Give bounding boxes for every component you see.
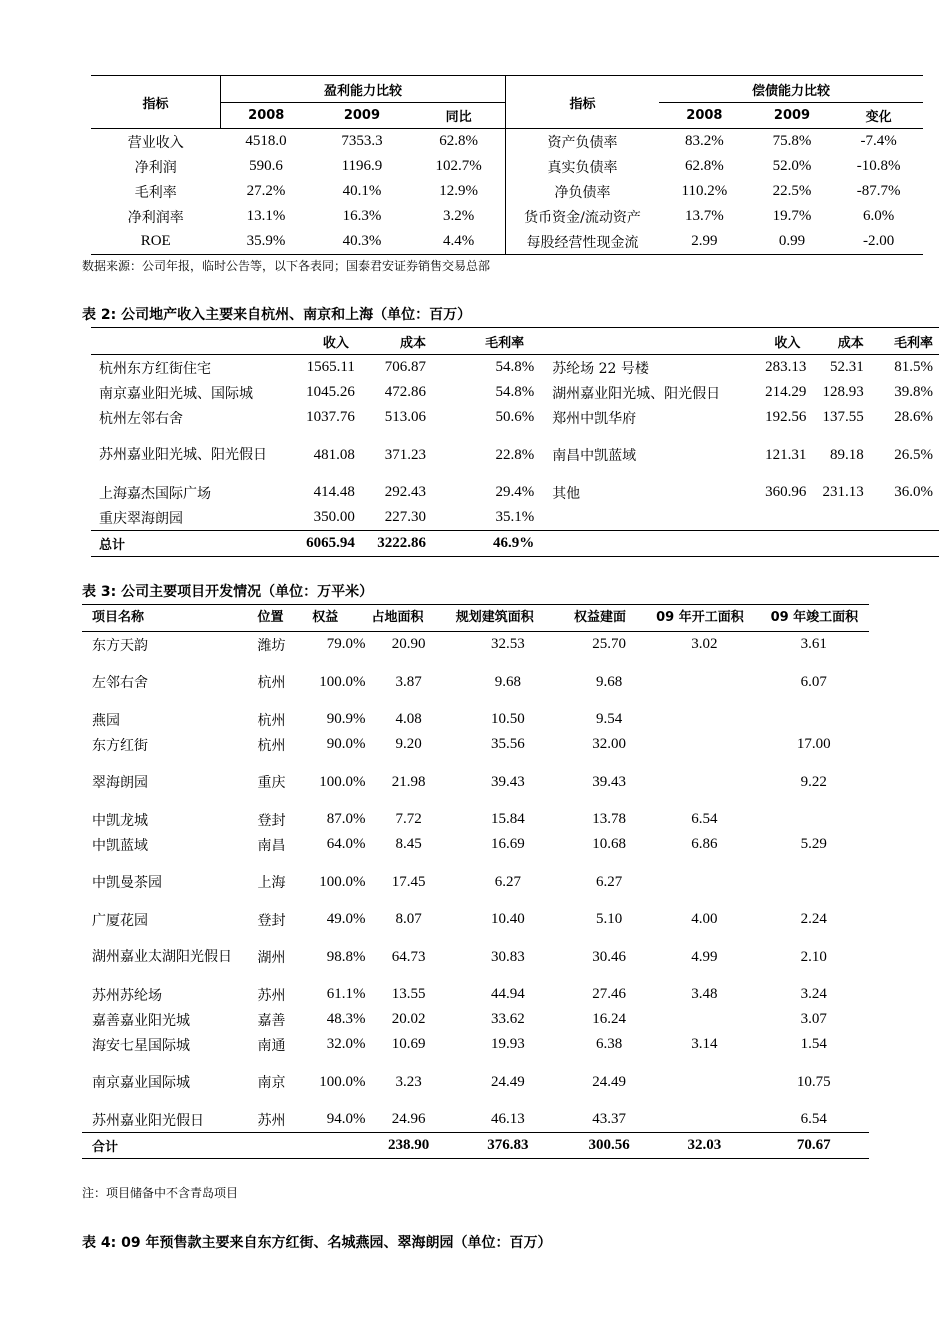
location-header: 位置 — [257, 605, 312, 632]
year-2009-right: 2009 — [773, 108, 811, 123]
change-header: 变化 — [865, 110, 892, 125]
profit-group-header: 盈利能力比较 — [220, 76, 505, 103]
cost-header: 成本 — [355, 328, 440, 355]
equity-gfa-header: 权益建面 — [568, 605, 650, 632]
table2-caption: 表 2: 公司地产收入主要来自杭州、南京和上海（单位：百万） — [82, 307, 472, 323]
table-row: 苏州苏纶场 苏州 61.1% 13.55 44.94 27.46 3.48 3.24 — [92, 986, 827, 1004]
table-row: 翠海朗园 重庆 100.0% 21.98 39.43 39.43 9.22 — [92, 773, 827, 791]
table-row: 中凯曼茶园 上海 100.0% 17.45 6.27 6.27 — [92, 873, 623, 891]
year-2009-left: 2009 — [343, 108, 381, 123]
table-row: 毛利率 27.2% 40.1% 12.9% 净负债率 110.2% 22.5% -87.7% — [91, 179, 923, 204]
yoy-header: 同比 — [412, 103, 505, 129]
table-row: 中凯龙城 登封 87.0% 7.72 15.84 13.78 6.54 — [92, 811, 718, 829]
year-2008-right: 2008 — [686, 108, 723, 123]
table-row: 重庆翠海朗园 350.00 227.30 35.1% — [99, 509, 535, 527]
table-row: 燕园 杭州 90.9% 4.08 10.50 9.54 — [92, 711, 623, 729]
year-2008-left: 2008 — [248, 108, 285, 123]
table-row: 广厦花园 登封 49.0% 8.07 10.40 5.10 4.00 2.24 — [92, 911, 827, 929]
table-row: 左邻右舍 杭州 100.0% 3.87 9.68 9.68 6.07 — [92, 673, 827, 691]
table3-caption: 表 3: 公司主要项目开发情况（单位：万平米） — [82, 584, 374, 600]
table-row: 南京嘉业国际城 南京 100.0% 3.23 24.49 24.49 10.75 — [92, 1073, 831, 1091]
project-development-table — [82, 604, 869, 1159]
land-area-header: 占地面积 — [370, 605, 448, 632]
planned-gfa-header: 规划建筑面积 — [448, 605, 568, 632]
table-row: 嘉善嘉业阳光城 嘉善 48.3% 20.02 33.62 16.24 3.07 — [92, 1011, 827, 1029]
project-name-header: 项目名称 — [82, 605, 257, 632]
project-rows — [82, 632, 869, 1133]
table-row: ROE 35.9% 40.3% 4.4% 每股经营性现金流 2.99 0.99 -2.00 — [91, 229, 923, 255]
revenue-header: 收入 — [290, 328, 355, 355]
table-row: 杭州东方红街住宅 1565.11 706.87 54.8% 苏纶场 22 号楼 283.13 52.31 81.5% — [91, 355, 939, 381]
equity-header: 权益 — [312, 605, 369, 632]
table-row: 南京嘉业阳光城、国际城 1045.26 472.86 54.8% 湖州嘉业阳光城、阳光假日 214.29 128.93 39.8% — [99, 384, 933, 402]
table-row: 营业收入 4518.0 7353.3 62.8% 资产负债率 83.2% 75.8% -7.4% — [91, 129, 923, 155]
margin-header-right: 毛利率 — [874, 328, 939, 355]
table-row: 中凯蓝域 南昌 64.0% 8.45 16.69 10.68 6.86 5.29 — [92, 836, 827, 854]
completed-area-header: 09 年竣工面积 — [759, 605, 869, 632]
margin-header: 毛利率 — [440, 328, 540, 355]
cost-header-right: 成本 — [806, 328, 873, 355]
revenue-by-project-table — [91, 327, 939, 557]
table-row: 湖州嘉业太湖阳光假日 湖州 98.8% 64.73 30.83 30.46 4.99 2.10 — [92, 948, 827, 966]
table-row: 东方天韵 潍坊 79.0% 20.90 32.53 25.70 3.02 3.61 — [92, 636, 827, 654]
table-row: 净利润 590.6 1196.9 102.7% 真实负债率 62.8% 52.0% -10.8% — [91, 154, 923, 179]
source-note: 数据来源：公司年报，临时公告等，以下各表同；国泰君安证券销售交易总部 — [82, 259, 491, 273]
table3-note: 注：项目储备中不含青岛项目 — [82, 1186, 239, 1200]
table-row: 净利润率 13.1% 16.3% 3.2% 货币资金/流动资产 13.7% 19.7% 6.0% — [91, 204, 923, 229]
table-row: 上海嘉杰国际广场 414.48 292.43 29.4% 其他 360.96 231.13 36.0% — [99, 484, 933, 502]
table4-caption: 表 4: 09 年预售款主要来自东方红街、名城燕园、翠海朗园（单位：百万） — [82, 1235, 552, 1251]
table-row: 苏州嘉业阳光城、阳光假日 481.08 371.23 22.8% 南昌中凯蓝域 121.31 89.18 26.5% — [99, 446, 933, 464]
solvency-group-header: 偿债能力比较 — [659, 76, 923, 103]
profitability-solvency-table — [91, 75, 923, 255]
total-row: 总计 6065.94 3222.86 46.9% — [91, 531, 939, 557]
table-row: 杭州左邻右舍 1037.76 513.06 50.6% 郑州中凯华府 192.56 137.55 28.6% — [99, 409, 933, 427]
table-row: 东方红街 杭州 90.0% 9.20 35.56 32.00 17.00 — [92, 736, 831, 754]
started-area-header: 09 年开工面积 — [650, 605, 758, 632]
indicator-header-right: 指标 — [505, 76, 659, 129]
table-row: 海安七星国际城 南通 32.0% 10.69 19.93 6.38 3.14 1.54 — [92, 1036, 827, 1054]
indicator-header-left: 指标 — [91, 76, 220, 129]
revenue-header-right: 收入 — [755, 328, 807, 355]
total-row: 合计 238.90 376.83 300.56 32.03 70.67 — [82, 1133, 869, 1159]
table-row: 苏州嘉业阳光假日 苏州 94.0% 24.96 46.13 43.37 6.54 — [92, 1111, 827, 1129]
